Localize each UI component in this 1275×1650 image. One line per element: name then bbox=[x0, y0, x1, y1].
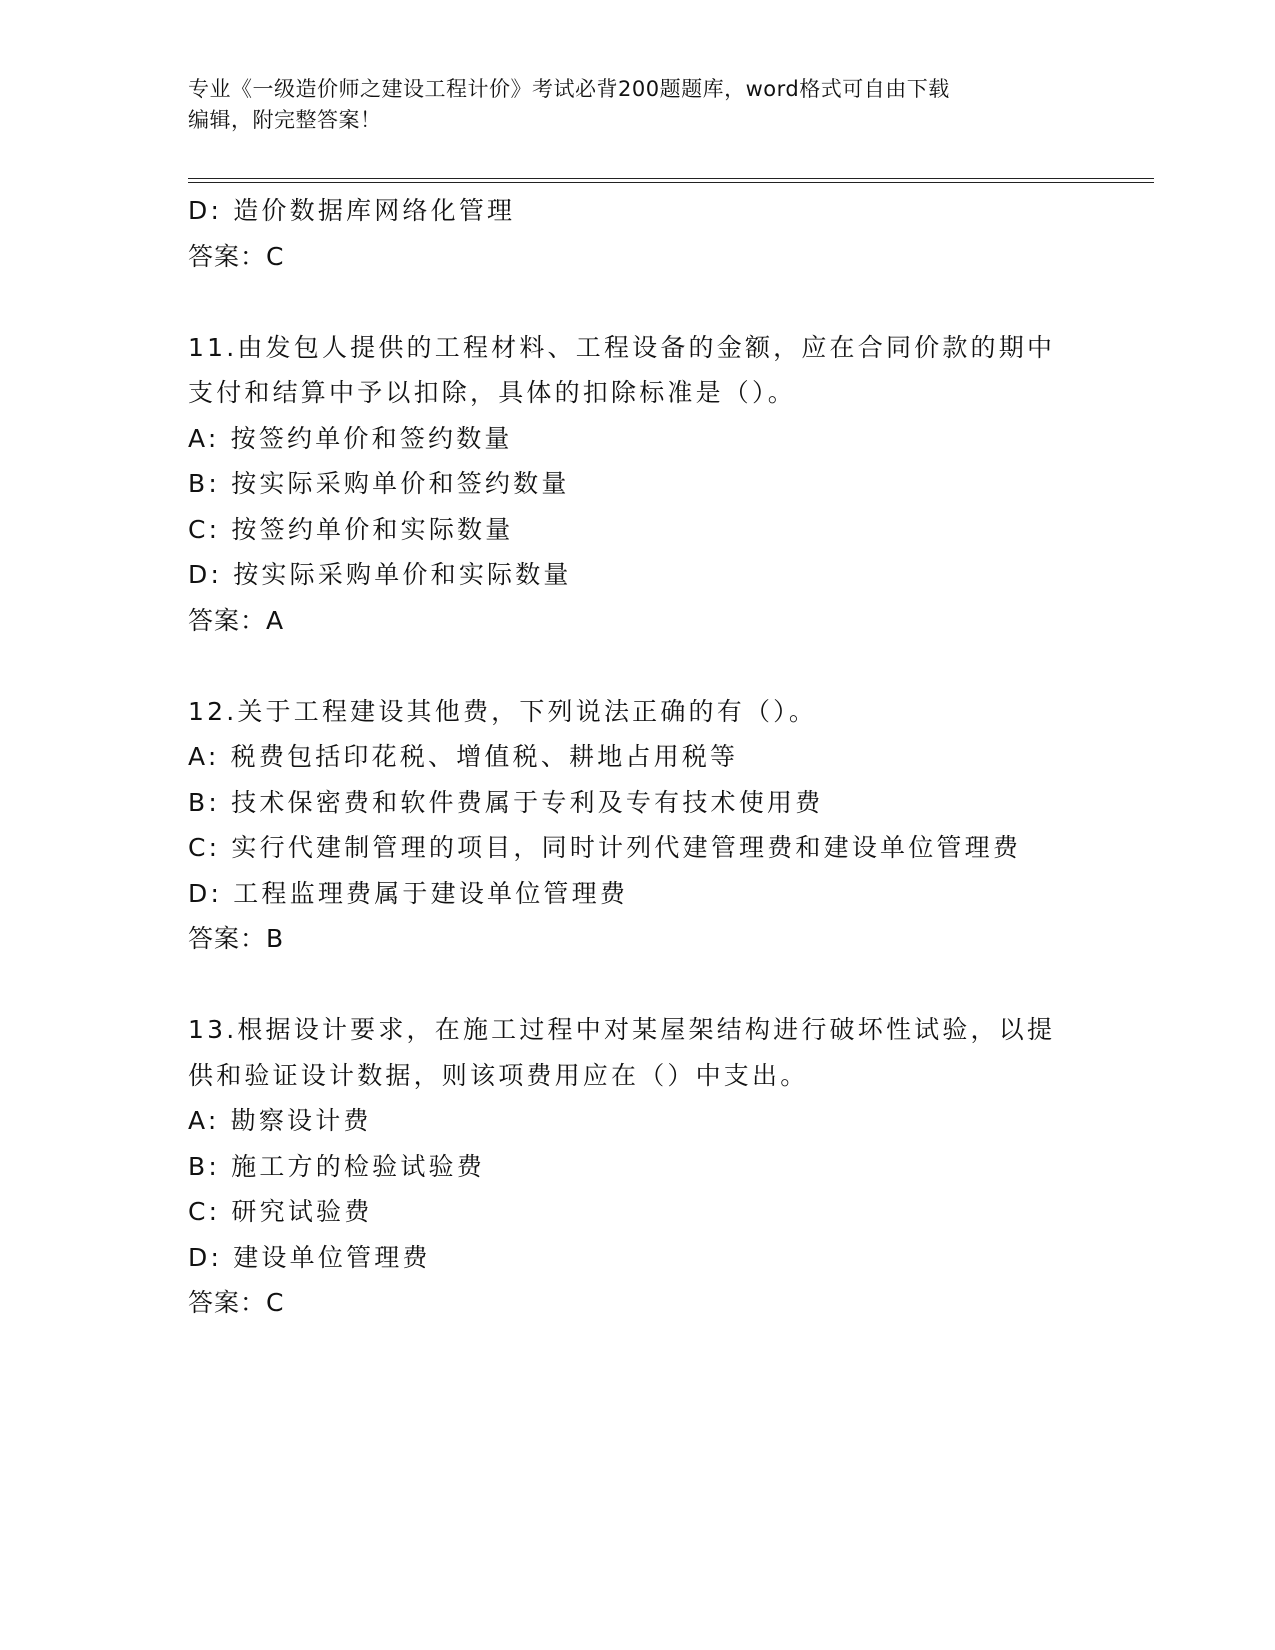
option-b: B: 施工方的检验试验费 bbox=[188, 1151, 485, 1181]
option-c: C: 按签约单价和实际数量 bbox=[188, 514, 514, 544]
question-13 bbox=[188, 1007, 1088, 1326]
question-content bbox=[188, 188, 1088, 1326]
spacer bbox=[188, 279, 1088, 325]
answer-line: 答案：C bbox=[188, 241, 285, 271]
previous-question-tail bbox=[188, 188, 1088, 279]
spacer bbox=[188, 962, 1088, 1008]
answer-line: 答案：A bbox=[188, 605, 285, 635]
option-d: D: 按实际采购单价和实际数量 bbox=[188, 560, 572, 589]
spacer bbox=[188, 643, 1088, 689]
answer-line: 答案：C bbox=[188, 1288, 285, 1317]
header-line-1: 专业《一级造价师之建设工程计价》考试必背200题题库，word格式可自由下载 bbox=[188, 77, 950, 101]
header-divider-top bbox=[188, 178, 1154, 179]
option-c: C: 实行代建制管理的项目，同时计列代建管理费和建设单位管理费 bbox=[188, 833, 1022, 862]
option-b: B: 按实际采购单价和签约数量 bbox=[188, 469, 570, 498]
document-header bbox=[188, 74, 1088, 136]
question-stem-line: 13.根据设计要求，在施工过程中对某屋架结构进行破坏性试验，以提 bbox=[188, 1015, 1056, 1044]
question-11 bbox=[188, 325, 1088, 644]
option-c: C: 研究试验费 bbox=[188, 1197, 373, 1226]
option-d: D: 建设单位管理费 bbox=[188, 1242, 431, 1272]
question-stem-line: 11.由发包人提供的工程材料、工程设备的金额，应在合同价款的期中 bbox=[188, 332, 1056, 362]
option-b: B: 技术保密费和软件费属于专利及专有技术使用费 bbox=[188, 787, 824, 817]
header-divider-bottom bbox=[188, 182, 1154, 183]
answer-line: 答案：B bbox=[188, 924, 285, 953]
question-stem-line: 供和验证设计数据，则该项费用应在（）中支出。 bbox=[188, 1060, 809, 1090]
option-d: D: 工程监理费属于建设单位管理费 bbox=[188, 878, 629, 908]
option-a: A: 税费包括印花税、增值税、耕地占用税等 bbox=[188, 742, 739, 771]
header-line-2: 编辑，附完整答案！ bbox=[188, 108, 382, 132]
option-d: D: 造价数据库网络化管理 bbox=[188, 196, 516, 225]
question-stem-line: 12.关于工程建设其他费，下列说法正确的有（）。 bbox=[188, 696, 818, 726]
question-stem-line: 支付和结算中予以扣除，具体的扣除标准是（）。 bbox=[188, 378, 796, 407]
option-a: A: 勘察设计费 bbox=[188, 1106, 372, 1135]
question-12 bbox=[188, 689, 1088, 962]
option-a: A: 按签约单价和签约数量 bbox=[188, 423, 513, 453]
